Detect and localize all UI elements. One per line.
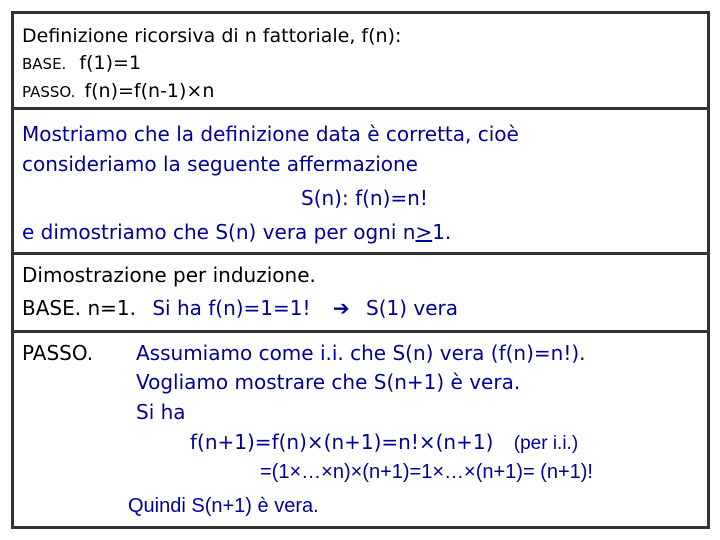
proof-equation-2: =(1×…×n)×(n+1)=1×…×(n+1)= (n+1)!	[260, 461, 593, 483]
proof-base-calc: Si ha f(n)=1=1!	[152, 296, 311, 320]
proof-base	[22, 296, 458, 320]
statement-line1: Mostriamo che la definizione data è corretta, cioè	[22, 122, 519, 146]
definition-step-label: PASSO.	[22, 83, 76, 101]
divider-bottom	[14, 330, 707, 333]
proof-equation-1-text: f(n+1)=f(n)×(n+1)=n!×(n+1)	[190, 430, 494, 454]
proof-conclusion: Quindi S(n+1) è vera.	[128, 495, 319, 517]
right-arrow-icon: ➔	[332, 296, 350, 320]
proof-step-line3: Si ha	[136, 400, 186, 424]
divider-middle	[14, 252, 707, 255]
proof-step-label: PASSO.	[22, 341, 94, 365]
definition-base-label: BASE.	[22, 55, 67, 73]
statement-line4	[22, 220, 451, 244]
definition-base-formula: f(1)=1	[79, 52, 142, 74]
proof-equation-1-note: (per i.i.)	[513, 433, 579, 454]
statement-line4-text: e dimostriamo che S(n) vera per ogni n	[22, 220, 416, 244]
proof-step-line1: Assumiamo come i.i. che S(n) vera (f(n)=n!).	[136, 341, 586, 365]
divider-top	[14, 107, 707, 110]
definition-base	[22, 52, 141, 74]
proof-title: Dimostrazione per induzione.	[22, 263, 316, 287]
statement-line2: consideriamo la seguente affermazione	[22, 152, 418, 176]
definition-title: Definizione ricorsiva di n fattoriale, f(n):	[22, 25, 402, 47]
statement-claim: S(n): f(n)=n!	[301, 186, 428, 210]
proof-base-label: BASE. n=1.	[22, 296, 136, 320]
proof-step-line2: Vogliamo mostrare che S(n+1) è vera.	[136, 370, 521, 394]
greater-equal-sign: >	[415, 220, 433, 244]
definition-step	[22, 80, 214, 102]
proof-equation-1	[190, 430, 578, 455]
definition-step-formula: f(n)=f(n-1)×n	[84, 80, 215, 102]
proof-base-result: S(1) vera	[366, 296, 459, 320]
statement-line4-end: 1.	[432, 220, 452, 244]
